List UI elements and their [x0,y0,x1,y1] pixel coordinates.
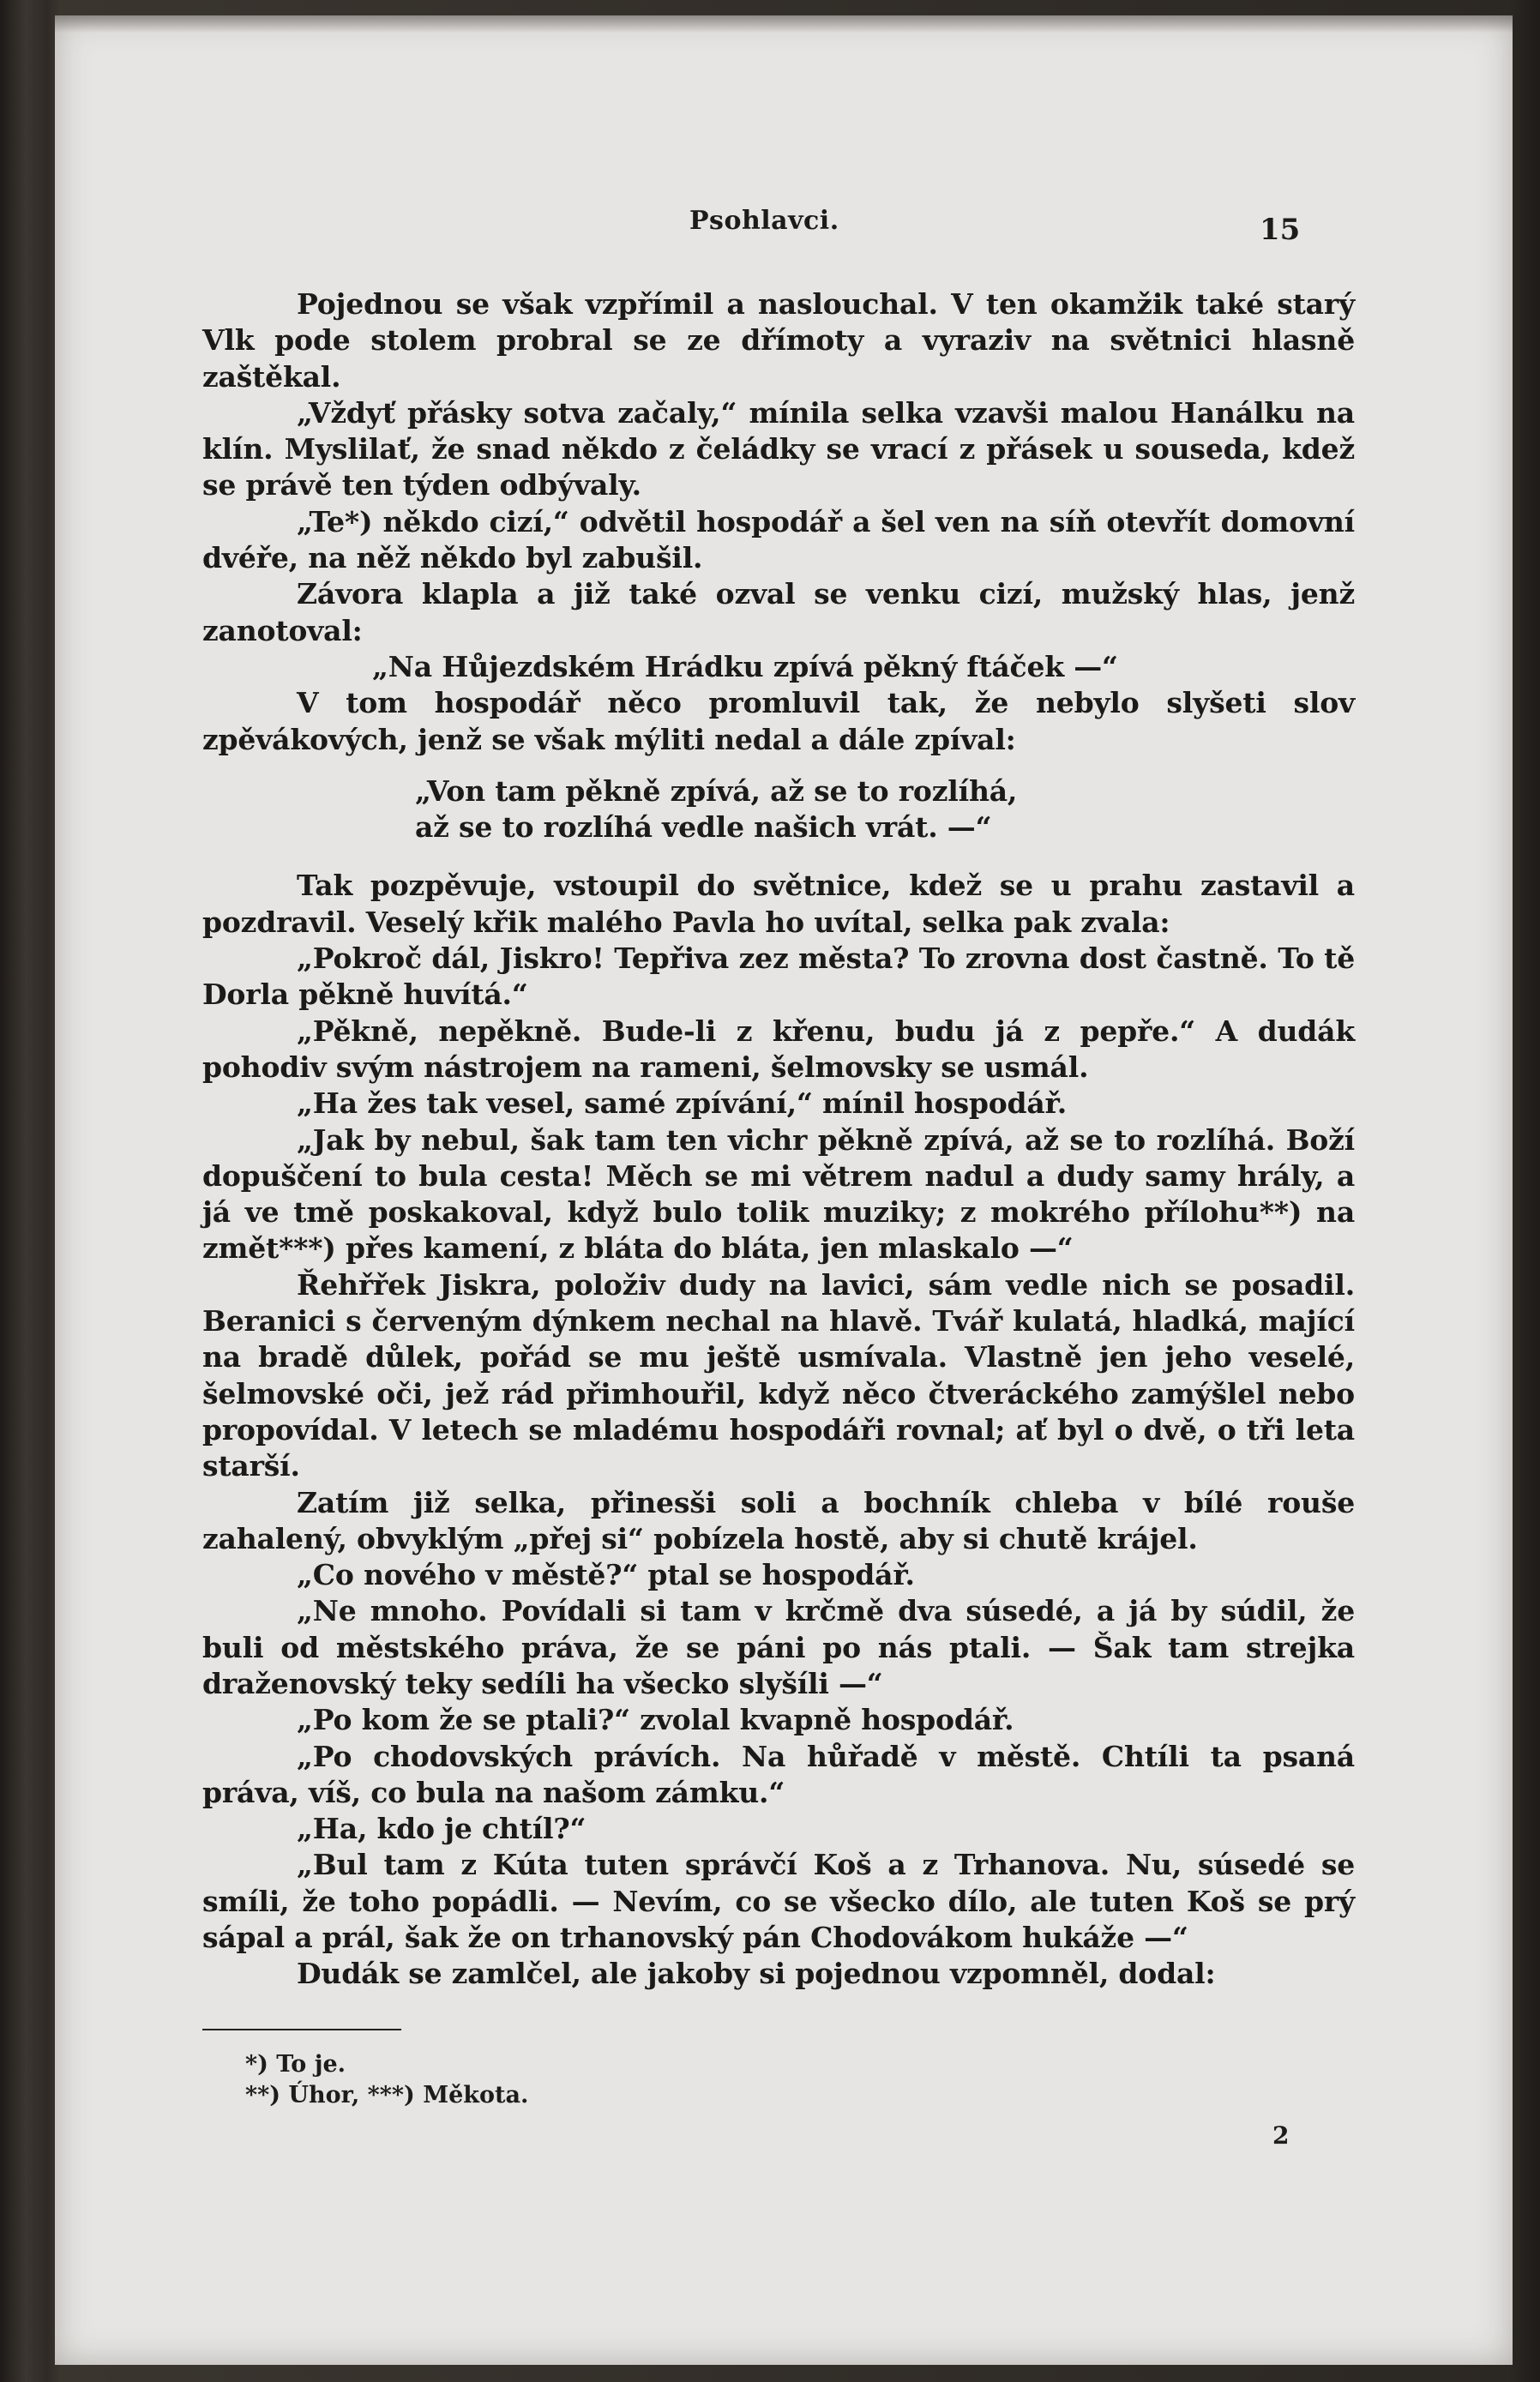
verse-stanza [202,773,1355,846]
paragraph: „Po kom že se ptali?“ zvolal kvapně hospodář. [297,1703,1014,1737]
footnotes [202,2049,528,2111]
paragraph: Závora klapla a již také ozval se venku cizí, mužský hlas, jenž zanotoval: [202,577,1355,647]
signature-mark: 2 [1272,2121,1290,2150]
paragraph: „Pokroč dál, Jiskro! Tepřiva zez města? To zrovna dost častně. To tě Dorla pěkně huvítá.“ [202,941,1355,1012]
paragraph: „Ha žes tak vesel, samé zpívání,“ mínil hospodář. [297,1086,1068,1121]
paragraph: „Vždyť přásky sotva začaly,“ mínila selka vzavši malou Hanálku na klín. Myslilať, že snad někdo z čeládky se vrací z přásek u souseda, kdež se právě ten týden odbývaly. [202,395,1355,502]
paragraph: Pojednou se však vzpřímil a naslouchal. V ten okamžik také starý Vlk pode stolem probral se ze dřímoty a vyraziv na světnici hlasně zaštěkal. [202,287,1355,394]
page-number: 15 [1260,213,1301,247]
running-title: Psohlavci. [689,206,839,236]
paragraph: „Ha, kdo je chtíl?“ [297,1812,587,1846]
verse-line: „Na Hůjezdském Hrádku zpívá pěkný ftáček —“ [372,649,1118,683]
verse-line: „Von tam pěkně zpívá, až se to rozlíhá, [415,773,1018,808]
page-header [55,206,1513,247]
paragraph: „Co nového v městě?“ ptal se hospodář. [297,1558,915,1592]
book-page [55,15,1513,2365]
paragraph: „Bul tam z Kúta tuten správčí Koš a z Trhanova. Nu, súsedé se smíli, že toho popádli. — Nevím, co se všecko dílo, ale tuten Koš se prý sápal a prál, šak že on trhanovský pán Chodovákom hukáže —“ [202,1848,1355,1955]
paragraph: Dudák se zamlčel, ale jakoby si pojednou vzpomněl, dodal: [297,1957,1216,1991]
paragraph: „Jak by nebul, šak tam ten vichr pěkně zpívá, až se to rozlíhá. Boží dopuščení to bula cesta! Měch se mi větrem nadul a dudy samy hrály, a já ve tmě poskakoval, když bulo tolik muziky; z mokrého přílohu**) na změt***) přes kamení, z bláta do bláta, jen mlaskalo —“ [202,1122,1355,1266]
footnote: **) Úhor, ***) Měkota. [245,2082,529,2108]
paragraph: Řehřřek Jiskra, položiv dudy na lavici, sám vedle nich se posadil. Beranici s červeným dýnkem nechal na hlavě. Tvář kulatá, hladká, mající na bradě důlek, pořád se mu ještě usmívala. Vlastně jen jeho veselé, šelmovské oči, jež rád přimhouřil, když něco čtveráckého zamýšlel nebo propovídal. V letech se mladému hospodáři rovnal; ať byl o dvě, o tři leta starší. [202,1267,1355,1483]
paragraph: „Pěkně, nepěkně. Bude-li z křenu, budu já z pepře.“ A dudák pohodiv svým nástrojem na rameni, šelmovsky se usmál. [202,1014,1355,1084]
verse-line: až se to rozlíhá vedle našich vrát. —“ [415,810,992,845]
paragraph: Zatím již selka, přinesši soli a bochník chleba v bílé rouše zahalený, obvyklým „přej si“ pobízela hostě, aby si chutě krájel. [202,1485,1355,1555]
paragraph: V tom hospodář něco promluvil tak, že nebylo slyšeti slov zpěvákových, jenž se však mýliti nedal a dále zpíval: [202,686,1355,756]
paragraph: „Po chodovských právích. Na hůřadě v městě. Chtíli ta psaná práva, víš, co bula na našom zámku.“ [202,1739,1355,1809]
main-text [202,286,1355,1993]
footnote-divider [202,2029,401,2030]
paragraph: „Ne mnoho. Povídali si tam v krčmě dva súsedé, a já by súdil, že buli od městského práva, že se páni po nás ptali. — Šak tam strejka draženovský teky sedíli ha všecko slyšíli —“ [202,1594,1355,1700]
paragraph: „Te*) někdo cizí,“ odvětil hospodář a šel ven na síň otevřít domovní dvéře, na něž někdo byl zabušil. [202,504,1355,575]
paragraph: Tak pozpěvuje, vstoupil do světnice, kdež se u prahu zastavil a pozdravil. Veselý křik malého Pavla ho uvítal, selka pak zvala: [202,869,1355,939]
footnote: *) To je. [245,2051,346,2078]
